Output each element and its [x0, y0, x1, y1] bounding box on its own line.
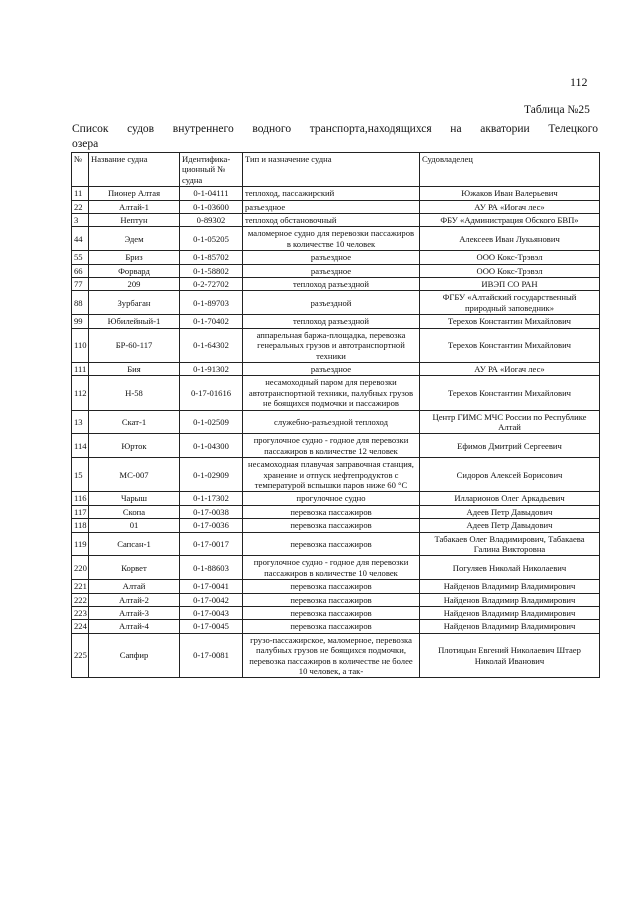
cell-name: Скопа	[89, 505, 180, 518]
cell-type: разъездной	[243, 291, 420, 315]
table-row	[72, 410, 600, 434]
cell-name: Сапсан-1	[89, 532, 180, 556]
cell-type: разъездное	[243, 362, 420, 375]
cell-id: 0-17-0038	[180, 505, 243, 518]
cell-id: 0-17-0045	[180, 620, 243, 633]
cell-id: 0-17-0081	[180, 633, 243, 678]
cell-id: 0-2-72702	[180, 278, 243, 291]
header-owner: Судовладелец	[420, 153, 600, 187]
cell-id: 0-17-0036	[180, 519, 243, 532]
table-row	[72, 607, 600, 620]
cell-name: Бия	[89, 362, 180, 375]
cell-owner: Южаков Иван Валерьевич	[420, 187, 600, 200]
cell-name: Алтай-3	[89, 607, 180, 620]
cell-num: 224	[72, 620, 89, 633]
cell-id: 0-17-01616	[180, 376, 243, 410]
cell-num: 220	[72, 556, 89, 580]
cell-name: Бриз	[89, 251, 180, 264]
cell-type: перевозка пассажиров	[243, 580, 420, 593]
table-row	[72, 278, 600, 291]
cell-owner: ИВЭП СО РАН	[420, 278, 600, 291]
cell-name: Форвард	[89, 264, 180, 277]
cell-type: перевозка пассажиров	[243, 607, 420, 620]
cell-type: несамоходный паром для перевозки автотранспортной техники, палубных грузов не боящихся подмочки и пассажиров	[243, 376, 420, 410]
cell-owner: Адеев Петр Давыдович	[420, 519, 600, 532]
cell-owner: Алексеев Иван Лукьянович	[420, 227, 600, 251]
table-label: Таблица №25	[524, 104, 590, 116]
table-row	[72, 556, 600, 580]
table-row	[72, 519, 600, 532]
cell-owner: Найденов Владимир Владимирович	[420, 593, 600, 606]
cell-name: Алтай	[89, 580, 180, 593]
cell-id: 0-1-85702	[180, 251, 243, 264]
cell-num: 118	[72, 519, 89, 532]
table-row	[72, 200, 600, 213]
cell-owner: ООО Кокс-Трэвэл	[420, 264, 600, 277]
cell-owner: ООО Кокс-Трэвэл	[420, 251, 600, 264]
cell-type: перевозка пассажиров	[243, 593, 420, 606]
document-title-continuation: озера	[72, 138, 99, 150]
table-row	[72, 376, 600, 410]
cell-num: 3	[72, 214, 89, 227]
cell-id: 0-89302	[180, 214, 243, 227]
table-row	[72, 251, 600, 264]
cell-type: перевозка пассажиров	[243, 505, 420, 518]
cell-type: служебно-разъездной теплоход	[243, 410, 420, 434]
cell-type: теплоход, пассажирский	[243, 187, 420, 200]
header-type: Тип и назначение судна	[243, 153, 420, 187]
cell-name: Юрток	[89, 434, 180, 458]
table-row	[72, 580, 600, 593]
table-row	[72, 434, 600, 458]
cell-type: разъездное	[243, 200, 420, 213]
cell-name: Юбилейный-1	[89, 315, 180, 328]
cell-num: 119	[72, 532, 89, 556]
page-number: 112	[570, 75, 588, 89]
cell-owner: Илларионов Олег Аркадьевич	[420, 492, 600, 505]
cell-type: прогулочное судно	[243, 492, 420, 505]
table-row	[72, 291, 600, 315]
ships-table	[71, 152, 600, 678]
cell-owner: Терехов Константин Михайлович	[420, 315, 600, 328]
cell-id: 0-1-91302	[180, 362, 243, 375]
cell-id: 0-17-0041	[180, 580, 243, 593]
cell-num: 111	[72, 362, 89, 375]
cell-owner: Найденов Владимир Владимирович	[420, 620, 600, 633]
cell-num: 116	[72, 492, 89, 505]
cell-owner: АУ РА «Иогач лес»	[420, 200, 600, 213]
cell-owner: Найденов Владимир Владимирович	[420, 580, 600, 593]
cell-id: 0-1-17302	[180, 492, 243, 505]
table-row	[72, 620, 600, 633]
header-num: №	[72, 153, 89, 187]
cell-name: Пионер Алтая	[89, 187, 180, 200]
cell-name: Сапфир	[89, 633, 180, 678]
cell-type: разъездное	[243, 264, 420, 277]
cell-id: 0-1-03600	[180, 200, 243, 213]
cell-owner: Сидоров Алексей Борисович	[420, 458, 600, 492]
table-row	[72, 362, 600, 375]
cell-type: перевозка пассажиров	[243, 532, 420, 556]
cell-num: 112	[72, 376, 89, 410]
cell-id: 0-1-04300	[180, 434, 243, 458]
cell-num: 223	[72, 607, 89, 620]
cell-owner: Плотицын Евгений Николаевич Штаер Николай Иванович	[420, 633, 600, 678]
table-row	[72, 492, 600, 505]
cell-type: перевозка пассажиров	[243, 519, 420, 532]
cell-num: 225	[72, 633, 89, 678]
cell-name: Корвет	[89, 556, 180, 580]
cell-id: 0-1-70402	[180, 315, 243, 328]
cell-name: Чарыш	[89, 492, 180, 505]
table-row	[72, 264, 600, 277]
table-row	[72, 315, 600, 328]
header-name: Название судна	[89, 153, 180, 187]
cell-type: маломерное судно для перевозки пассажиров в количестве 10 человек	[243, 227, 420, 251]
cell-id: 0-1-64302	[180, 328, 243, 362]
cell-num: 44	[72, 227, 89, 251]
cell-num: 55	[72, 251, 89, 264]
cell-name: Н-58	[89, 376, 180, 410]
table-row	[72, 505, 600, 518]
cell-owner: Терехов Константин Михайлович	[420, 328, 600, 362]
cell-type: разъездное	[243, 251, 420, 264]
cell-owner: АУ РА «Иогач лес»	[420, 362, 600, 375]
cell-type: прогулочное судно - годное для перевозки пассажиров в количестве 10 человек	[243, 556, 420, 580]
cell-num: 114	[72, 434, 89, 458]
table-row	[72, 532, 600, 556]
cell-id: 0-17-0017	[180, 532, 243, 556]
cell-num: 222	[72, 593, 89, 606]
cell-id: 0-1-58802	[180, 264, 243, 277]
table-row	[72, 214, 600, 227]
cell-num: 13	[72, 410, 89, 434]
cell-name: Алтай-4	[89, 620, 180, 633]
cell-name: Эдем	[89, 227, 180, 251]
cell-name: 01	[89, 519, 180, 532]
cell-owner: Погуляев Николай Николаевич	[420, 556, 600, 580]
cell-num: 117	[72, 505, 89, 518]
cell-type: теплоход разъездной	[243, 278, 420, 291]
cell-id: 0-1-05205	[180, 227, 243, 251]
cell-num: 110	[72, 328, 89, 362]
cell-owner: ФГБУ «Алтайский государственный природный заповедник»	[420, 291, 600, 315]
cell-num: 88	[72, 291, 89, 315]
cell-type: теплоход разъездной	[243, 315, 420, 328]
cell-num: 221	[72, 580, 89, 593]
cell-owner: Табакаев Олег Владимирович, Табакаева Галина Викторовна	[420, 532, 600, 556]
cell-type: теплоход обстановочный	[243, 214, 420, 227]
cell-id: 0-17-0043	[180, 607, 243, 620]
cell-id: 0-1-88603	[180, 556, 243, 580]
cell-id: 0-1-02509	[180, 410, 243, 434]
cell-num: 66	[72, 264, 89, 277]
cell-name: Нептун	[89, 214, 180, 227]
cell-id: 0-1-89703	[180, 291, 243, 315]
document-title: Список судов внутреннего водного транспорта,находящихся на акватории Телецкого	[72, 123, 598, 135]
table-row	[72, 458, 600, 492]
cell-name: МС-007	[89, 458, 180, 492]
cell-num: 11	[72, 187, 89, 200]
cell-owner: Найденов Владимир Владимирович	[420, 607, 600, 620]
cell-name: Алтай-2	[89, 593, 180, 606]
cell-id: 0-1-04111	[180, 187, 243, 200]
cell-num: 99	[72, 315, 89, 328]
table-row	[72, 328, 600, 362]
cell-name: БР-60-117	[89, 328, 180, 362]
cell-type: несамоходная плавучая заправочная станция, хранение и отпуск нефтепродуктов с температурой вспышки паров ниже 60 °С	[243, 458, 420, 492]
cell-owner: Ефимов Дмитрий Сергеевич	[420, 434, 600, 458]
cell-type: прогулочное судно - годное для перевозки пассажиров в количестве 12 человек	[243, 434, 420, 458]
cell-name: Скат-1	[89, 410, 180, 434]
table-row	[72, 593, 600, 606]
cell-name: Алтай-1	[89, 200, 180, 213]
header-id: Идентифика-ционный № судна	[180, 153, 243, 187]
cell-type: грузо-пассажирское, маломерное, перевозка палубных грузов не боящихся подмочки, перевозка пассажиров в количестве не более 10 человек, а так-	[243, 633, 420, 678]
table-row	[72, 187, 600, 200]
cell-num: 22	[72, 200, 89, 213]
cell-num: 77	[72, 278, 89, 291]
cell-num: 15	[72, 458, 89, 492]
cell-name: 209	[89, 278, 180, 291]
cell-id: 0-17-0042	[180, 593, 243, 606]
cell-type: аппарельная баржа-площадка, перевозка генеральных грузов и автотранспортной техники	[243, 328, 420, 362]
cell-type: перевозка пассажиров	[243, 620, 420, 633]
cell-owner: Терехов Константин Михайлович	[420, 376, 600, 410]
cell-owner: ФБУ «Администрация Обского БВП»	[420, 214, 600, 227]
cell-id: 0-1-02909	[180, 458, 243, 492]
table-header-row	[72, 153, 600, 187]
table-row	[72, 227, 600, 251]
cell-name: Зурбаган	[89, 291, 180, 315]
table-row	[72, 633, 600, 678]
cell-owner: Адеев Петр Давыдович	[420, 505, 600, 518]
cell-owner: Центр ГИМС МЧС России по Республике Алтай	[420, 410, 600, 434]
